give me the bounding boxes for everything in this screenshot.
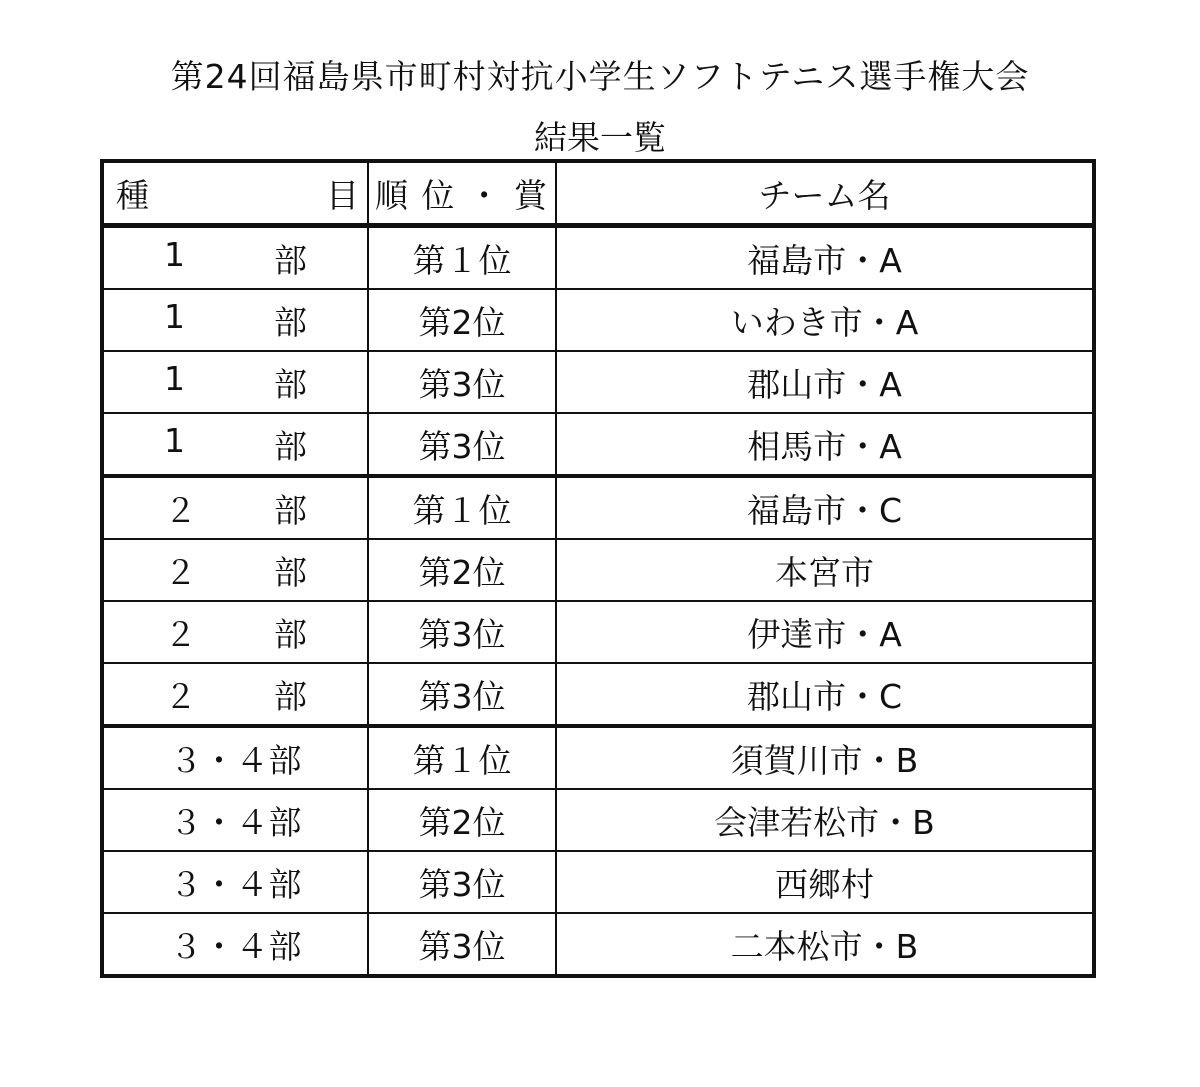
header-rank-char: ・ <box>467 175 501 215</box>
category-cell <box>102 663 368 726</box>
category-bu: 部 <box>268 802 302 842</box>
results-table <box>100 159 1096 978</box>
team-cell: 会津若松市・B <box>556 789 1094 851</box>
table-row <box>102 289 1094 351</box>
team-cell: 本宮市 <box>556 539 1094 601</box>
category-bu: 部 <box>274 614 307 654</box>
category-number: ２ <box>164 614 197 654</box>
table-row <box>102 351 1094 413</box>
category-cell <box>102 413 368 476</box>
category-bu: 部 <box>274 302 307 342</box>
header-team: チーム名 <box>556 161 1094 226</box>
category-number: ３・４ <box>169 926 269 966</box>
category-bu: 部 <box>274 240 307 280</box>
rank-cell: 第１位 <box>368 476 556 539</box>
table-row <box>102 601 1094 663</box>
category-number: ２ <box>164 552 197 592</box>
rank-cell: 第１位 <box>368 226 556 290</box>
category-number: ２ <box>164 676 197 716</box>
team-cell: 二本松市・B <box>556 913 1094 976</box>
category-bu: 部 <box>268 740 302 780</box>
rank-cell: 第3位 <box>368 913 556 976</box>
category-cell <box>102 913 368 976</box>
rank-cell: 第3位 <box>368 663 556 726</box>
header-rank-char: 賞 <box>513 175 547 215</box>
header-category-right: 目 <box>326 175 359 215</box>
category-cell <box>102 351 368 413</box>
category-cell <box>102 539 368 601</box>
team-cell: 西郷村 <box>556 851 1094 913</box>
category-number: 1 <box>164 358 185 398</box>
category-cell <box>102 851 368 913</box>
team-cell: 須賀川市・B <box>556 726 1094 789</box>
table-row <box>102 539 1094 601</box>
rank-cell: 第3位 <box>368 413 556 476</box>
rank-cell: 第2位 <box>368 289 556 351</box>
category-cell <box>102 226 368 290</box>
table-row <box>102 851 1094 913</box>
team-cell: 相馬市・A <box>556 413 1094 476</box>
category-number: ３・４ <box>169 740 269 780</box>
category-cell <box>102 726 368 789</box>
category-bu: 部 <box>274 426 307 466</box>
table-row <box>102 476 1094 539</box>
team-cell: 伊達市・A <box>556 601 1094 663</box>
header-rank <box>368 161 556 226</box>
rank-cell: 第2位 <box>368 789 556 851</box>
category-bu: 部 <box>268 926 302 966</box>
document-subtitle: 結果一覧 <box>534 118 666 157</box>
rank-cell: 第3位 <box>368 851 556 913</box>
category-cell <box>102 289 368 351</box>
category-cell <box>102 789 368 851</box>
table-row <box>102 226 1094 290</box>
rank-cell: 第１位 <box>368 726 556 789</box>
team-cell: 郡山市・A <box>556 351 1094 413</box>
category-number: ３・４ <box>169 802 269 842</box>
category-number: 1 <box>164 234 185 274</box>
team-cell: 福島市・C <box>556 476 1094 539</box>
team-cell: 郡山市・C <box>556 663 1094 726</box>
table-header-row <box>102 161 1094 226</box>
table-row <box>102 663 1094 726</box>
category-bu: 部 <box>274 490 307 530</box>
category-bu: 部 <box>274 364 307 404</box>
team-cell: 福島市・A <box>556 226 1094 290</box>
category-cell <box>102 476 368 539</box>
header-rank-char: 位 <box>421 175 455 215</box>
rank-cell: 第3位 <box>368 601 556 663</box>
category-number: 1 <box>164 296 185 336</box>
header-category <box>102 161 368 226</box>
table-row <box>102 789 1094 851</box>
category-cell <box>102 601 368 663</box>
category-bu: 部 <box>274 676 307 716</box>
table-row <box>102 413 1094 476</box>
table-row <box>102 913 1094 976</box>
table-row <box>102 726 1094 789</box>
document-title: 第24回福島県市町村対抗小学生ソフトテニス選手権大会 <box>170 57 1030 96</box>
header-category-left: 種 <box>116 175 149 215</box>
category-number: 1 <box>164 420 185 460</box>
rank-cell: 第3位 <box>368 351 556 413</box>
header-rank-char: 順 <box>375 175 408 215</box>
category-bu: 部 <box>268 864 302 904</box>
category-number: ２ <box>164 490 197 530</box>
rank-cell: 第2位 <box>368 539 556 601</box>
category-bu: 部 <box>274 552 307 592</box>
category-number: ３・４ <box>169 864 269 904</box>
team-cell: いわき市・A <box>556 289 1094 351</box>
